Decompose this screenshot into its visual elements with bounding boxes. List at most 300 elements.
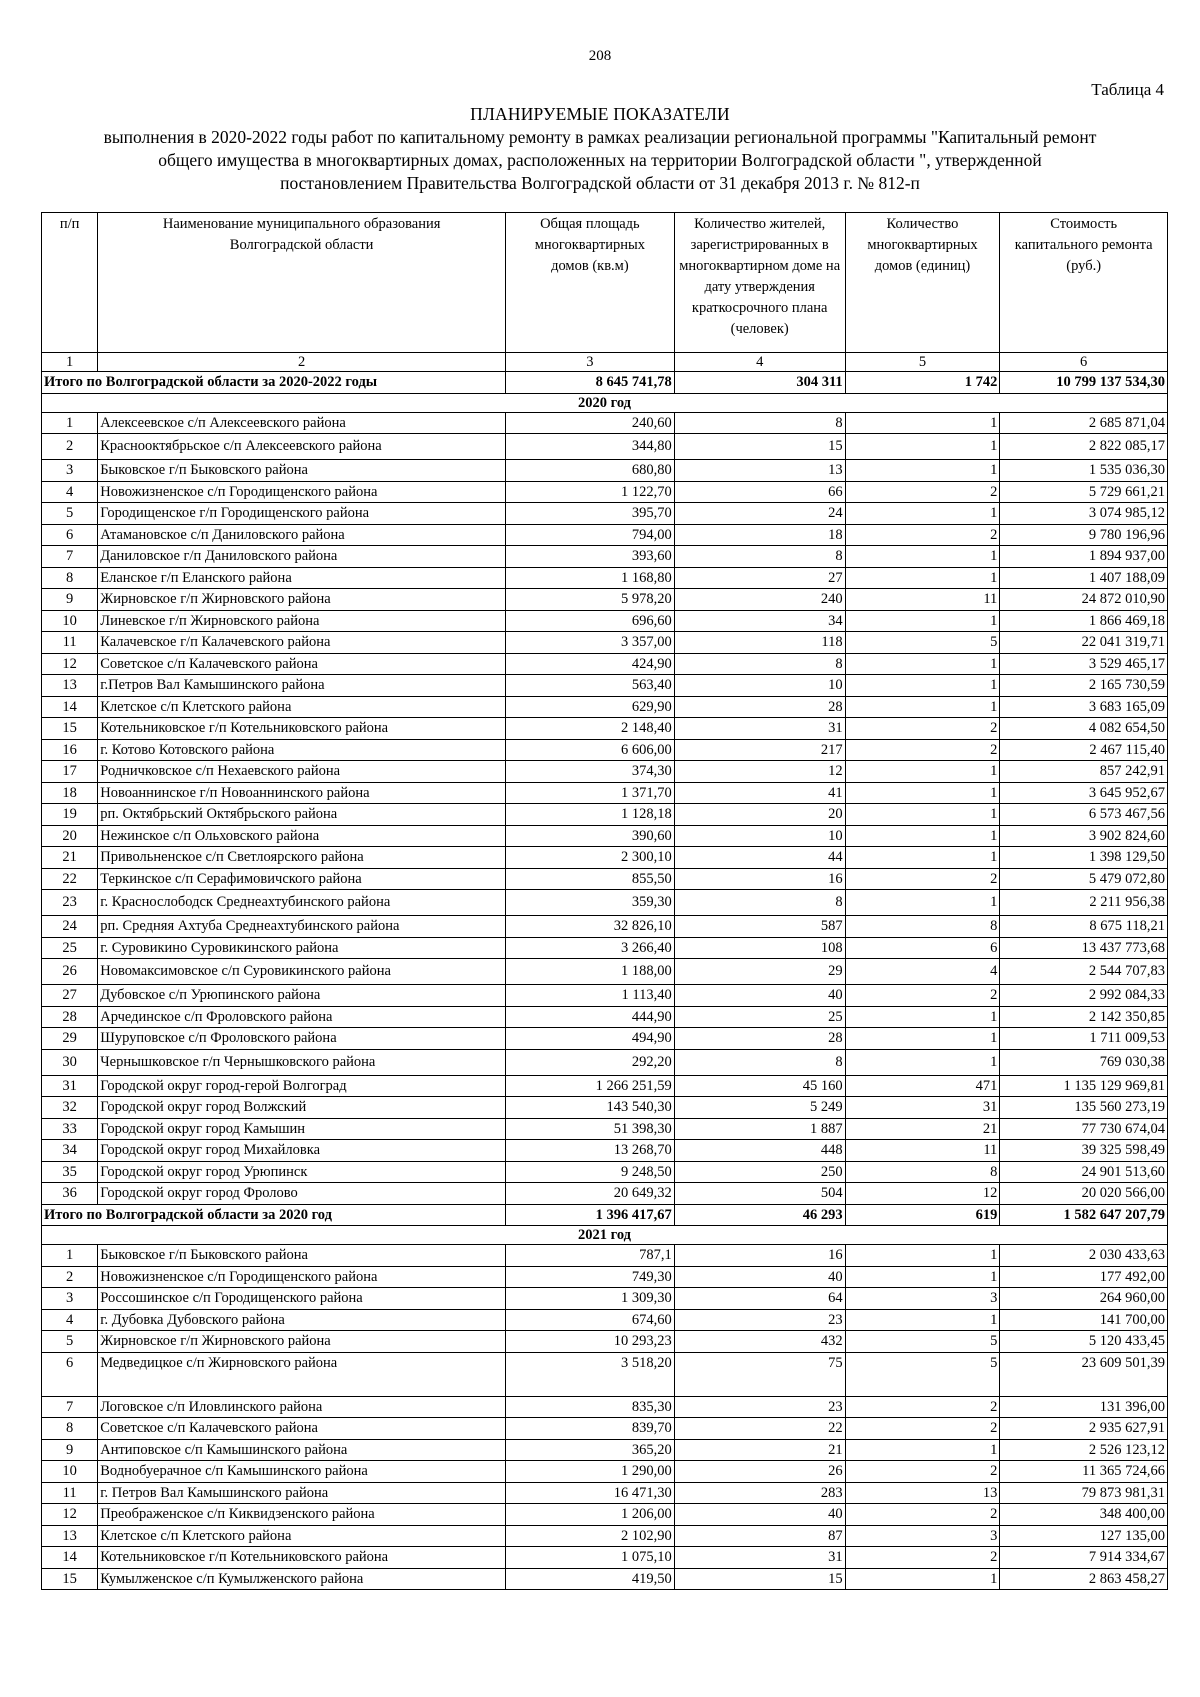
residents-value: 15 (674, 1568, 845, 1590)
cost-value: 1 535 036,30 (1000, 460, 1168, 482)
houses-value: 1 (845, 460, 1000, 482)
area-value: 494,90 (506, 1028, 675, 1050)
houses-value: 2 (845, 739, 1000, 761)
table-row (42, 481, 1168, 503)
cost-value: 1 866 469,18 (1000, 610, 1168, 632)
municipality-name: г. Суровикино Суровикинского района (98, 937, 506, 959)
cost-value: 5 729 661,21 (1000, 481, 1168, 503)
area-value: 1 290,00 (506, 1461, 675, 1483)
table-row (42, 718, 1168, 740)
year-title: 2020 год (42, 393, 1168, 412)
municipality-name: Алексеевское с/п Алексеевского района (98, 412, 506, 434)
row-number: 5 (42, 1331, 98, 1353)
table-row (42, 739, 1168, 761)
table-row (42, 868, 1168, 890)
row-number: 36 (42, 1183, 98, 1205)
area-value: 1 206,00 (506, 1504, 675, 1526)
column-number: 6 (1000, 353, 1168, 372)
row-number: 8 (42, 567, 98, 589)
area-value: 2 148,40 (506, 718, 675, 740)
total-residents: 304 311 (674, 372, 845, 394)
total-label: Итого по Волгоградской области за 2020-2022 годы (42, 372, 506, 394)
column-number: 4 (674, 353, 845, 372)
table-row (42, 1309, 1168, 1331)
row-number: 3 (42, 460, 98, 482)
table-label: Таблица 4 (1091, 80, 1164, 99)
year-header-row (42, 1226, 1168, 1245)
cost-value: 2 685 871,04 (1000, 412, 1168, 434)
municipality-name: Городищенское г/п Городищенского района (98, 503, 506, 525)
total-cost: 10 799 137 534,30 (1000, 372, 1168, 394)
houses-value: 5 (845, 1331, 1000, 1353)
table-row (42, 825, 1168, 847)
table-row (42, 804, 1168, 826)
document-heading (30, 103, 1170, 195)
cost-value: 79 873 981,31 (1000, 1482, 1168, 1504)
municipality-name: Преображенское с/п Киквидзенского района (98, 1504, 506, 1526)
area-value: 9 248,50 (506, 1161, 675, 1183)
area-value: 395,70 (506, 503, 675, 525)
houses-value: 3 (845, 1288, 1000, 1310)
area-value: 390,60 (506, 825, 675, 847)
houses-value: 1 (845, 653, 1000, 675)
area-value: 696,60 (506, 610, 675, 632)
municipality-name: Кумылженское с/п Кумылженского района (98, 1568, 506, 1590)
residents-value: 40 (674, 1504, 845, 1526)
residents-value: 504 (674, 1183, 845, 1205)
municipality-name: г. Дубовка Дубовского района (98, 1309, 506, 1331)
municipality-name: Городской округ город Урюпинск (98, 1161, 506, 1183)
row-number: 35 (42, 1161, 98, 1183)
row-number: 13 (42, 675, 98, 697)
residents-value: 27 (674, 567, 845, 589)
cost-value: 23 609 501,39 (1000, 1352, 1168, 1396)
houses-value: 1 (845, 675, 1000, 697)
heading-subtitle-line: выполнения в 2020-2022 годы работ по капитальному ремонту в рамках реализации региональной программы "Капитальный ремонт (103, 127, 1097, 147)
municipality-name: Быковское г/п Быковского района (98, 460, 506, 482)
municipality-name: Даниловское г/п Даниловского района (98, 546, 506, 568)
cost-value: 5 120 433,45 (1000, 1331, 1168, 1353)
column-header: Количество многоквартирных домов (единиц) (845, 213, 1000, 353)
column-header: Общая площадь многоквартирных домов (кв.м) (506, 213, 675, 353)
cost-value: 3 074 985,12 (1000, 503, 1168, 525)
area-value: 393,60 (506, 546, 675, 568)
residents-value: 217 (674, 739, 845, 761)
residents-value: 20 (674, 804, 845, 826)
heading-subtitle-line: общего имущества в многоквартирных домах, расположенных на территории Волгоградской области ", утвержденной (158, 150, 1042, 170)
municipality-name: Новомаксимовское с/п Суровикинского района (98, 959, 506, 985)
residents-value: 8 (674, 890, 845, 916)
table-row (42, 1028, 1168, 1050)
cost-value: 2 467 115,40 (1000, 739, 1168, 761)
residents-value: 5 249 (674, 1097, 845, 1119)
municipality-name: Городской округ город Михайловка (98, 1140, 506, 1162)
table-row (42, 985, 1168, 1007)
residents-value: 8 (674, 1049, 845, 1075)
row-number: 13 (42, 1525, 98, 1547)
table-row (42, 1118, 1168, 1140)
houses-value: 1 (845, 1439, 1000, 1461)
year-header-row (42, 393, 1168, 412)
residents-value: 16 (674, 1245, 845, 1267)
residents-value: 587 (674, 916, 845, 938)
row-number: 34 (42, 1140, 98, 1162)
houses-value: 2 (845, 1504, 1000, 1526)
municipality-name: Арчединское с/п Фроловского района (98, 1006, 506, 1028)
row-number: 26 (42, 959, 98, 985)
municipality-name: Советское с/п Калачевского района (98, 653, 506, 675)
houses-value: 2 (845, 1418, 1000, 1440)
table-row (42, 1288, 1168, 1310)
houses-value: 6 (845, 937, 1000, 959)
residents-value: 87 (674, 1525, 845, 1547)
area-value: 839,70 (506, 1418, 675, 1440)
cost-value: 2 822 085,17 (1000, 434, 1168, 460)
table-row (42, 589, 1168, 611)
municipality-name: Чернышковское г/п Чернышковского района (98, 1049, 506, 1075)
total-houses: 1 742 (845, 372, 1000, 394)
municipality-name: Городской округ город Волжский (98, 1097, 506, 1119)
municipality-name: Теркинское с/п Серафимовичского района (98, 868, 506, 890)
cost-value: 2 165 730,59 (1000, 675, 1168, 697)
residents-value: 66 (674, 481, 845, 503)
table-row (42, 1245, 1168, 1267)
municipality-name: Городской округ город Камышин (98, 1118, 506, 1140)
total-cost: 1 582 647 207,79 (1000, 1204, 1168, 1226)
residents-value: 432 (674, 1331, 845, 1353)
table-row (42, 1183, 1168, 1205)
residents-value: 31 (674, 1547, 845, 1569)
municipality-name: Клетское с/п Клетского района (98, 696, 506, 718)
houses-value: 1 (845, 546, 1000, 568)
table-row (42, 890, 1168, 916)
cost-value: 24 872 010,90 (1000, 589, 1168, 611)
area-value: 444,90 (506, 1006, 675, 1028)
table-row (42, 1006, 1168, 1028)
area-value: 1 188,00 (506, 959, 675, 985)
table-row (42, 1075, 1168, 1097)
cost-value: 2 935 627,91 (1000, 1418, 1168, 1440)
table-body (42, 353, 1168, 1590)
cost-value: 2 863 458,27 (1000, 1568, 1168, 1590)
cost-value: 1 894 937,00 (1000, 546, 1168, 568)
table-row (42, 1352, 1168, 1396)
row-number: 11 (42, 632, 98, 654)
residents-value: 15 (674, 434, 845, 460)
municipality-name: Дубовское с/п Урюпинского района (98, 985, 506, 1007)
area-value: 51 398,30 (506, 1118, 675, 1140)
houses-value: 1 (845, 412, 1000, 434)
row-number: 33 (42, 1118, 98, 1140)
area-value: 2 300,10 (506, 847, 675, 869)
residents-value: 18 (674, 524, 845, 546)
area-value: 1 075,10 (506, 1547, 675, 1569)
area-value: 2 102,90 (506, 1525, 675, 1547)
houses-value: 2 (845, 1396, 1000, 1418)
residents-value: 28 (674, 696, 845, 718)
row-number: 14 (42, 1547, 98, 1569)
table-row (42, 567, 1168, 589)
total-residents: 46 293 (674, 1204, 845, 1226)
table-row (42, 412, 1168, 434)
cost-value: 20 020 566,00 (1000, 1183, 1168, 1205)
residents-value: 64 (674, 1288, 845, 1310)
municipality-name: Жирновское г/п Жирновского района (98, 589, 506, 611)
residents-value: 448 (674, 1140, 845, 1162)
table-row (42, 1161, 1168, 1183)
row-number: 24 (42, 916, 98, 938)
table-row (42, 1461, 1168, 1483)
municipality-name: Калачевское г/п Калачевского района (98, 632, 506, 654)
column-number: 1 (42, 353, 98, 372)
cost-value: 11 365 724,66 (1000, 1461, 1168, 1483)
row-number: 6 (42, 524, 98, 546)
row-number: 18 (42, 782, 98, 804)
municipality-name: Котельниковское г/п Котельниковского района (98, 1547, 506, 1569)
cost-value: 22 041 319,71 (1000, 632, 1168, 654)
area-value: 563,40 (506, 675, 675, 697)
cost-value: 2 142 350,85 (1000, 1006, 1168, 1028)
cost-value: 24 901 513,60 (1000, 1161, 1168, 1183)
row-number: 22 (42, 868, 98, 890)
table-row (42, 782, 1168, 804)
municipality-name: Логовское с/п Иловлинского района (98, 1396, 506, 1418)
municipality-name: Котельниковское г/п Котельниковского района (98, 718, 506, 740)
area-value: 1 266 251,59 (506, 1075, 675, 1097)
residents-value: 25 (674, 1006, 845, 1028)
municipality-name: рп. Октябрьский Октябрьского района (98, 804, 506, 826)
table-row (42, 847, 1168, 869)
houses-value: 1 (845, 782, 1000, 804)
column-header: Количество жителей, зарегистрированных в многоквартирном доме на дату утверждения краткосрочного плана (человек) (674, 213, 845, 353)
row-number: 19 (42, 804, 98, 826)
area-value: 1 371,70 (506, 782, 675, 804)
area-value: 5 978,20 (506, 589, 675, 611)
page-number: 208 (588, 48, 612, 64)
residents-value: 8 (674, 412, 845, 434)
area-value: 1 168,80 (506, 567, 675, 589)
houses-value: 11 (845, 1140, 1000, 1162)
row-number: 15 (42, 1568, 98, 1590)
row-number: 29 (42, 1028, 98, 1050)
residents-value: 250 (674, 1161, 845, 1183)
houses-value: 1 (845, 503, 1000, 525)
houses-value: 1 (845, 1006, 1000, 1028)
cost-value: 1 398 129,50 (1000, 847, 1168, 869)
table-row (42, 434, 1168, 460)
houses-value: 1 (845, 434, 1000, 460)
cost-value: 2 030 433,63 (1000, 1245, 1168, 1267)
column-header: Наименование муниципального образования Волгоградской области (98, 213, 506, 353)
cost-value: 2 544 707,83 (1000, 959, 1168, 985)
area-value: 6 606,00 (506, 739, 675, 761)
row-number: 9 (42, 1439, 98, 1461)
row-number: 12 (42, 653, 98, 675)
houses-value: 471 (845, 1075, 1000, 1097)
table-row (42, 610, 1168, 632)
row-number: 9 (42, 589, 98, 611)
table-row (42, 546, 1168, 568)
row-number: 7 (42, 1396, 98, 1418)
heading-subtitle-line: постановлением Правительства Волгоградской области от 31 декабря 2013 г. № 812-п (280, 173, 920, 193)
area-value: 680,80 (506, 460, 675, 482)
cost-value: 264 960,00 (1000, 1288, 1168, 1310)
municipality-name: Привольненское с/п Светлоярского района (98, 847, 506, 869)
cost-value: 177 492,00 (1000, 1266, 1168, 1288)
table-row (42, 696, 1168, 718)
residents-value: 12 (674, 761, 845, 783)
year-title: 2021 год (42, 1226, 1168, 1245)
table-row (42, 1504, 1168, 1526)
row-number: 27 (42, 985, 98, 1007)
row-number: 5 (42, 503, 98, 525)
total-area: 8 645 741,78 (506, 372, 675, 394)
area-value: 292,20 (506, 1049, 675, 1075)
row-number: 12 (42, 1504, 98, 1526)
area-value: 835,30 (506, 1396, 675, 1418)
residents-value: 23 (674, 1396, 845, 1418)
cost-value: 857 242,91 (1000, 761, 1168, 783)
houses-value: 1 (845, 567, 1000, 589)
area-value: 20 649,32 (506, 1183, 675, 1205)
residents-value: 26 (674, 1461, 845, 1483)
cost-value: 77 730 674,04 (1000, 1118, 1168, 1140)
row-number: 4 (42, 481, 98, 503)
residents-value: 75 (674, 1352, 845, 1396)
cost-value: 6 573 467,56 (1000, 804, 1168, 826)
houses-value: 2 (845, 868, 1000, 890)
residents-value: 10 (674, 675, 845, 697)
houses-value: 2 (845, 481, 1000, 503)
cost-value: 2 211 956,38 (1000, 890, 1168, 916)
municipality-name: г. Петров Вал Камышинского района (98, 1482, 506, 1504)
residents-value: 24 (674, 503, 845, 525)
table-row (42, 653, 1168, 675)
table-row (42, 524, 1168, 546)
houses-value: 1 (845, 696, 1000, 718)
table-row (42, 632, 1168, 654)
cost-value: 3 683 165,09 (1000, 696, 1168, 718)
houses-value: 1 (845, 1245, 1000, 1267)
municipality-name: Антиповское с/п Камышинского района (98, 1439, 506, 1461)
grand-total-row (42, 372, 1168, 394)
row-number: 1 (42, 412, 98, 434)
residents-value: 44 (674, 847, 845, 869)
table-row (42, 460, 1168, 482)
row-number: 10 (42, 610, 98, 632)
row-number: 1 (42, 1245, 98, 1267)
residents-value: 240 (674, 589, 845, 611)
residents-value: 40 (674, 1266, 845, 1288)
houses-value: 21 (845, 1118, 1000, 1140)
area-value: 3 357,00 (506, 632, 675, 654)
municipality-name: Советское с/п Калачевского района (98, 1418, 506, 1440)
area-value: 1 113,40 (506, 985, 675, 1007)
municipality-name: Воднобуерачное с/п Камышинского района (98, 1461, 506, 1483)
year-total-row (42, 1204, 1168, 1226)
table-row (42, 675, 1168, 697)
table-row (42, 1396, 1168, 1418)
row-number: 4 (42, 1309, 98, 1331)
row-number: 17 (42, 761, 98, 783)
municipality-name: г. Краснослободск Среднеахтубинского района (98, 890, 506, 916)
row-number: 2 (42, 434, 98, 460)
area-value: 10 293,23 (506, 1331, 675, 1353)
municipality-name: Атамановское с/п Даниловского района (98, 524, 506, 546)
cost-value: 1 135 129 969,81 (1000, 1075, 1168, 1097)
column-header: п/п (42, 213, 98, 353)
area-value: 787,1 (506, 1245, 675, 1267)
houses-value: 1 (845, 761, 1000, 783)
houses-value: 1 (845, 1309, 1000, 1331)
column-header: Стоимость капитального ремонта (руб.) (1000, 213, 1168, 353)
table-row (42, 937, 1168, 959)
area-value: 374,30 (506, 761, 675, 783)
area-value: 240,60 (506, 412, 675, 434)
cost-value: 4 082 654,50 (1000, 718, 1168, 740)
table-row (42, 1482, 1168, 1504)
houses-value: 3 (845, 1525, 1000, 1547)
cost-value: 348 400,00 (1000, 1504, 1168, 1526)
row-number: 31 (42, 1075, 98, 1097)
houses-value: 1 (845, 847, 1000, 869)
table-row (42, 503, 1168, 525)
residents-value: 41 (674, 782, 845, 804)
residents-value: 45 160 (674, 1075, 845, 1097)
residents-value: 21 (674, 1439, 845, 1461)
cost-value: 141 700,00 (1000, 1309, 1168, 1331)
table-row (42, 1266, 1168, 1288)
residents-value: 29 (674, 959, 845, 985)
houses-value: 1 (845, 1049, 1000, 1075)
area-value: 855,50 (506, 868, 675, 890)
residents-value: 34 (674, 610, 845, 632)
row-number: 2 (42, 1266, 98, 1288)
municipality-name: Медведицкое с/п Жирновского района (98, 1352, 506, 1396)
row-number: 11 (42, 1482, 98, 1504)
cost-value: 2 526 123,12 (1000, 1439, 1168, 1461)
table-row (42, 1439, 1168, 1461)
municipality-name: Новожизненское с/п Городищенского района (98, 1266, 506, 1288)
residents-value: 22 (674, 1418, 845, 1440)
area-value: 794,00 (506, 524, 675, 546)
municipality-name: Быковское г/п Быковского района (98, 1245, 506, 1267)
cost-value: 3 529 465,17 (1000, 653, 1168, 675)
residents-value: 40 (674, 985, 845, 1007)
row-number: 10 (42, 1461, 98, 1483)
area-value: 629,90 (506, 696, 675, 718)
total-houses: 619 (845, 1204, 1000, 1226)
column-number-row (42, 353, 1168, 372)
houses-value: 2 (845, 1461, 1000, 1483)
municipality-name: рп. Средняя Ахтуба Среднеахтубинского района (98, 916, 506, 938)
row-number: 25 (42, 937, 98, 959)
houses-value: 2 (845, 524, 1000, 546)
table-row (42, 916, 1168, 938)
heading-title: ПЛАНИРУЕМЫЕ ПОКАЗАТЕЛИ (470, 104, 730, 124)
area-value: 365,20 (506, 1439, 675, 1461)
houses-value: 4 (845, 959, 1000, 985)
houses-value: 1 (845, 890, 1000, 916)
residents-value: 31 (674, 718, 845, 740)
cost-value: 135 560 273,19 (1000, 1097, 1168, 1119)
row-number: 23 (42, 890, 98, 916)
houses-value: 1 (845, 804, 1000, 826)
row-number: 6 (42, 1352, 98, 1396)
indicators-table (41, 212, 1168, 1590)
table-row (42, 761, 1168, 783)
municipality-name: г. Котово Котовского района (98, 739, 506, 761)
